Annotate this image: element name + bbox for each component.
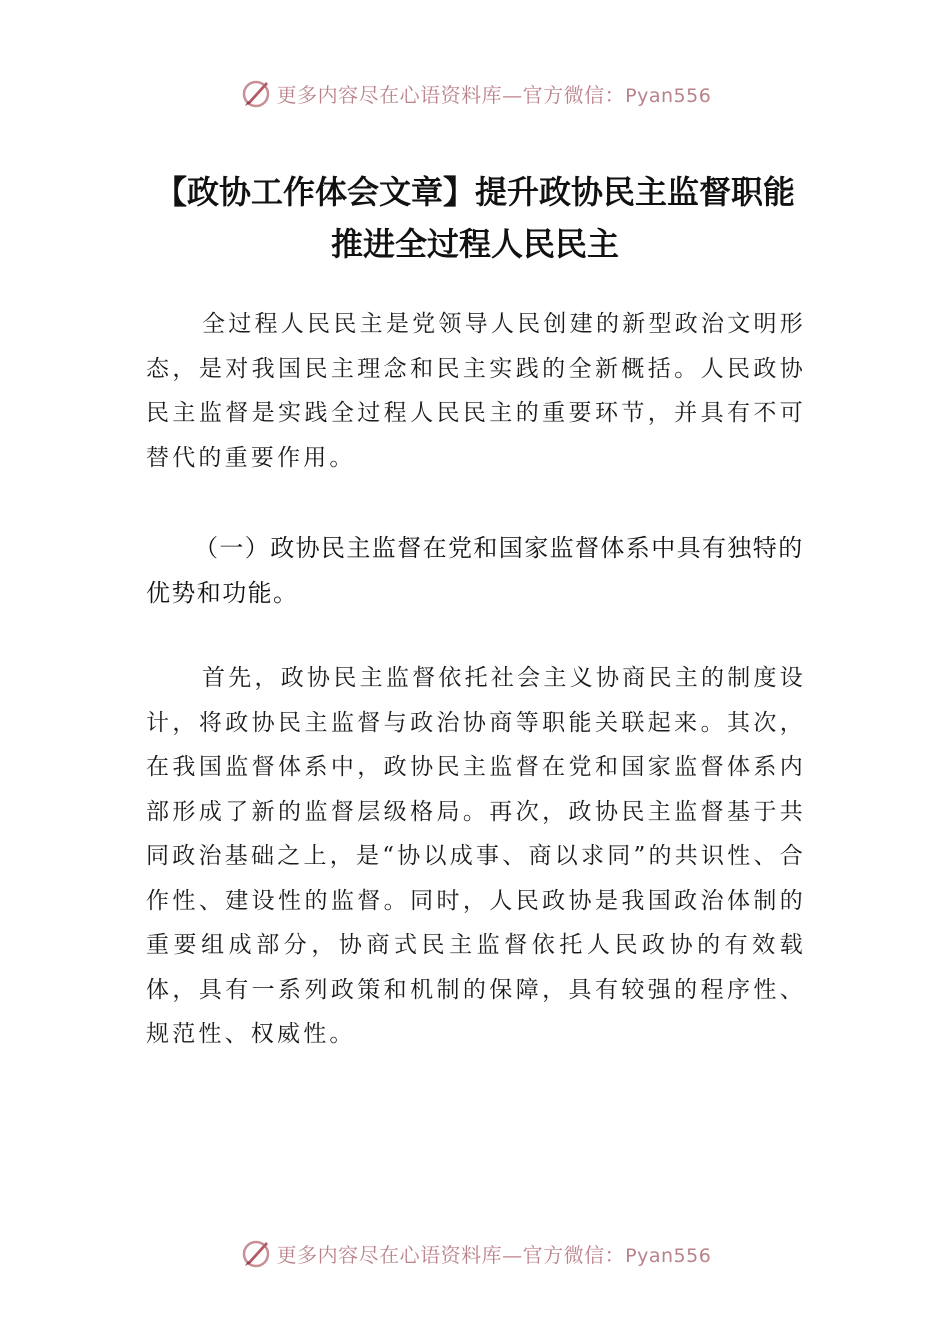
intro-paragraph: 全过程人民民主是党领导人民创建的新型政治文明形态，是对我国民主理念和民主实践的全新概括。人民政协民主监督是实践全过程人民民主的重要环节，并具有不可替代的重要作用。: [146, 311, 806, 471]
footer-watermark: [0, 1233, 950, 1273]
watermark-text: 更多内容尽在心语资料库—官方微信：Pyan556: [276, 82, 712, 107]
pen-logo-icon: [239, 76, 273, 110]
pen-logo-icon: [239, 1236, 273, 1270]
watermark-text: 更多内容尽在心语资料库—官方微信：Pyan556: [276, 1242, 712, 1267]
header-watermark: [0, 73, 950, 113]
section-heading: （一）政协民主监督在党和国家监督体系中具有独特的优势和功能。: [146, 534, 804, 607]
body-paragraph: 首先，政协民主监督依托社会主义协商民主的制度设计，将政协民主监督与政治协商等职能关联起来。其次，在我国监督体系中，政协民主监督在党和国家监督体系内部形成了新的监督层级格局。再次，政协民主监督基于共同政治基础之上，是“协以成事、商以求同”的共识性、合作性、建设性的监督。同时，人民政协是我国政治体制的重要组成部分，协商式民主监督依托人民政协的有效载体，具有一系列政策和机制的保障，具有较强的程序性、规范性、权威性。: [146, 665, 806, 1047]
document-title: 【政协工作体会文章】提升政协民主监督职能 推进全过程人民民主: [154, 173, 795, 263]
